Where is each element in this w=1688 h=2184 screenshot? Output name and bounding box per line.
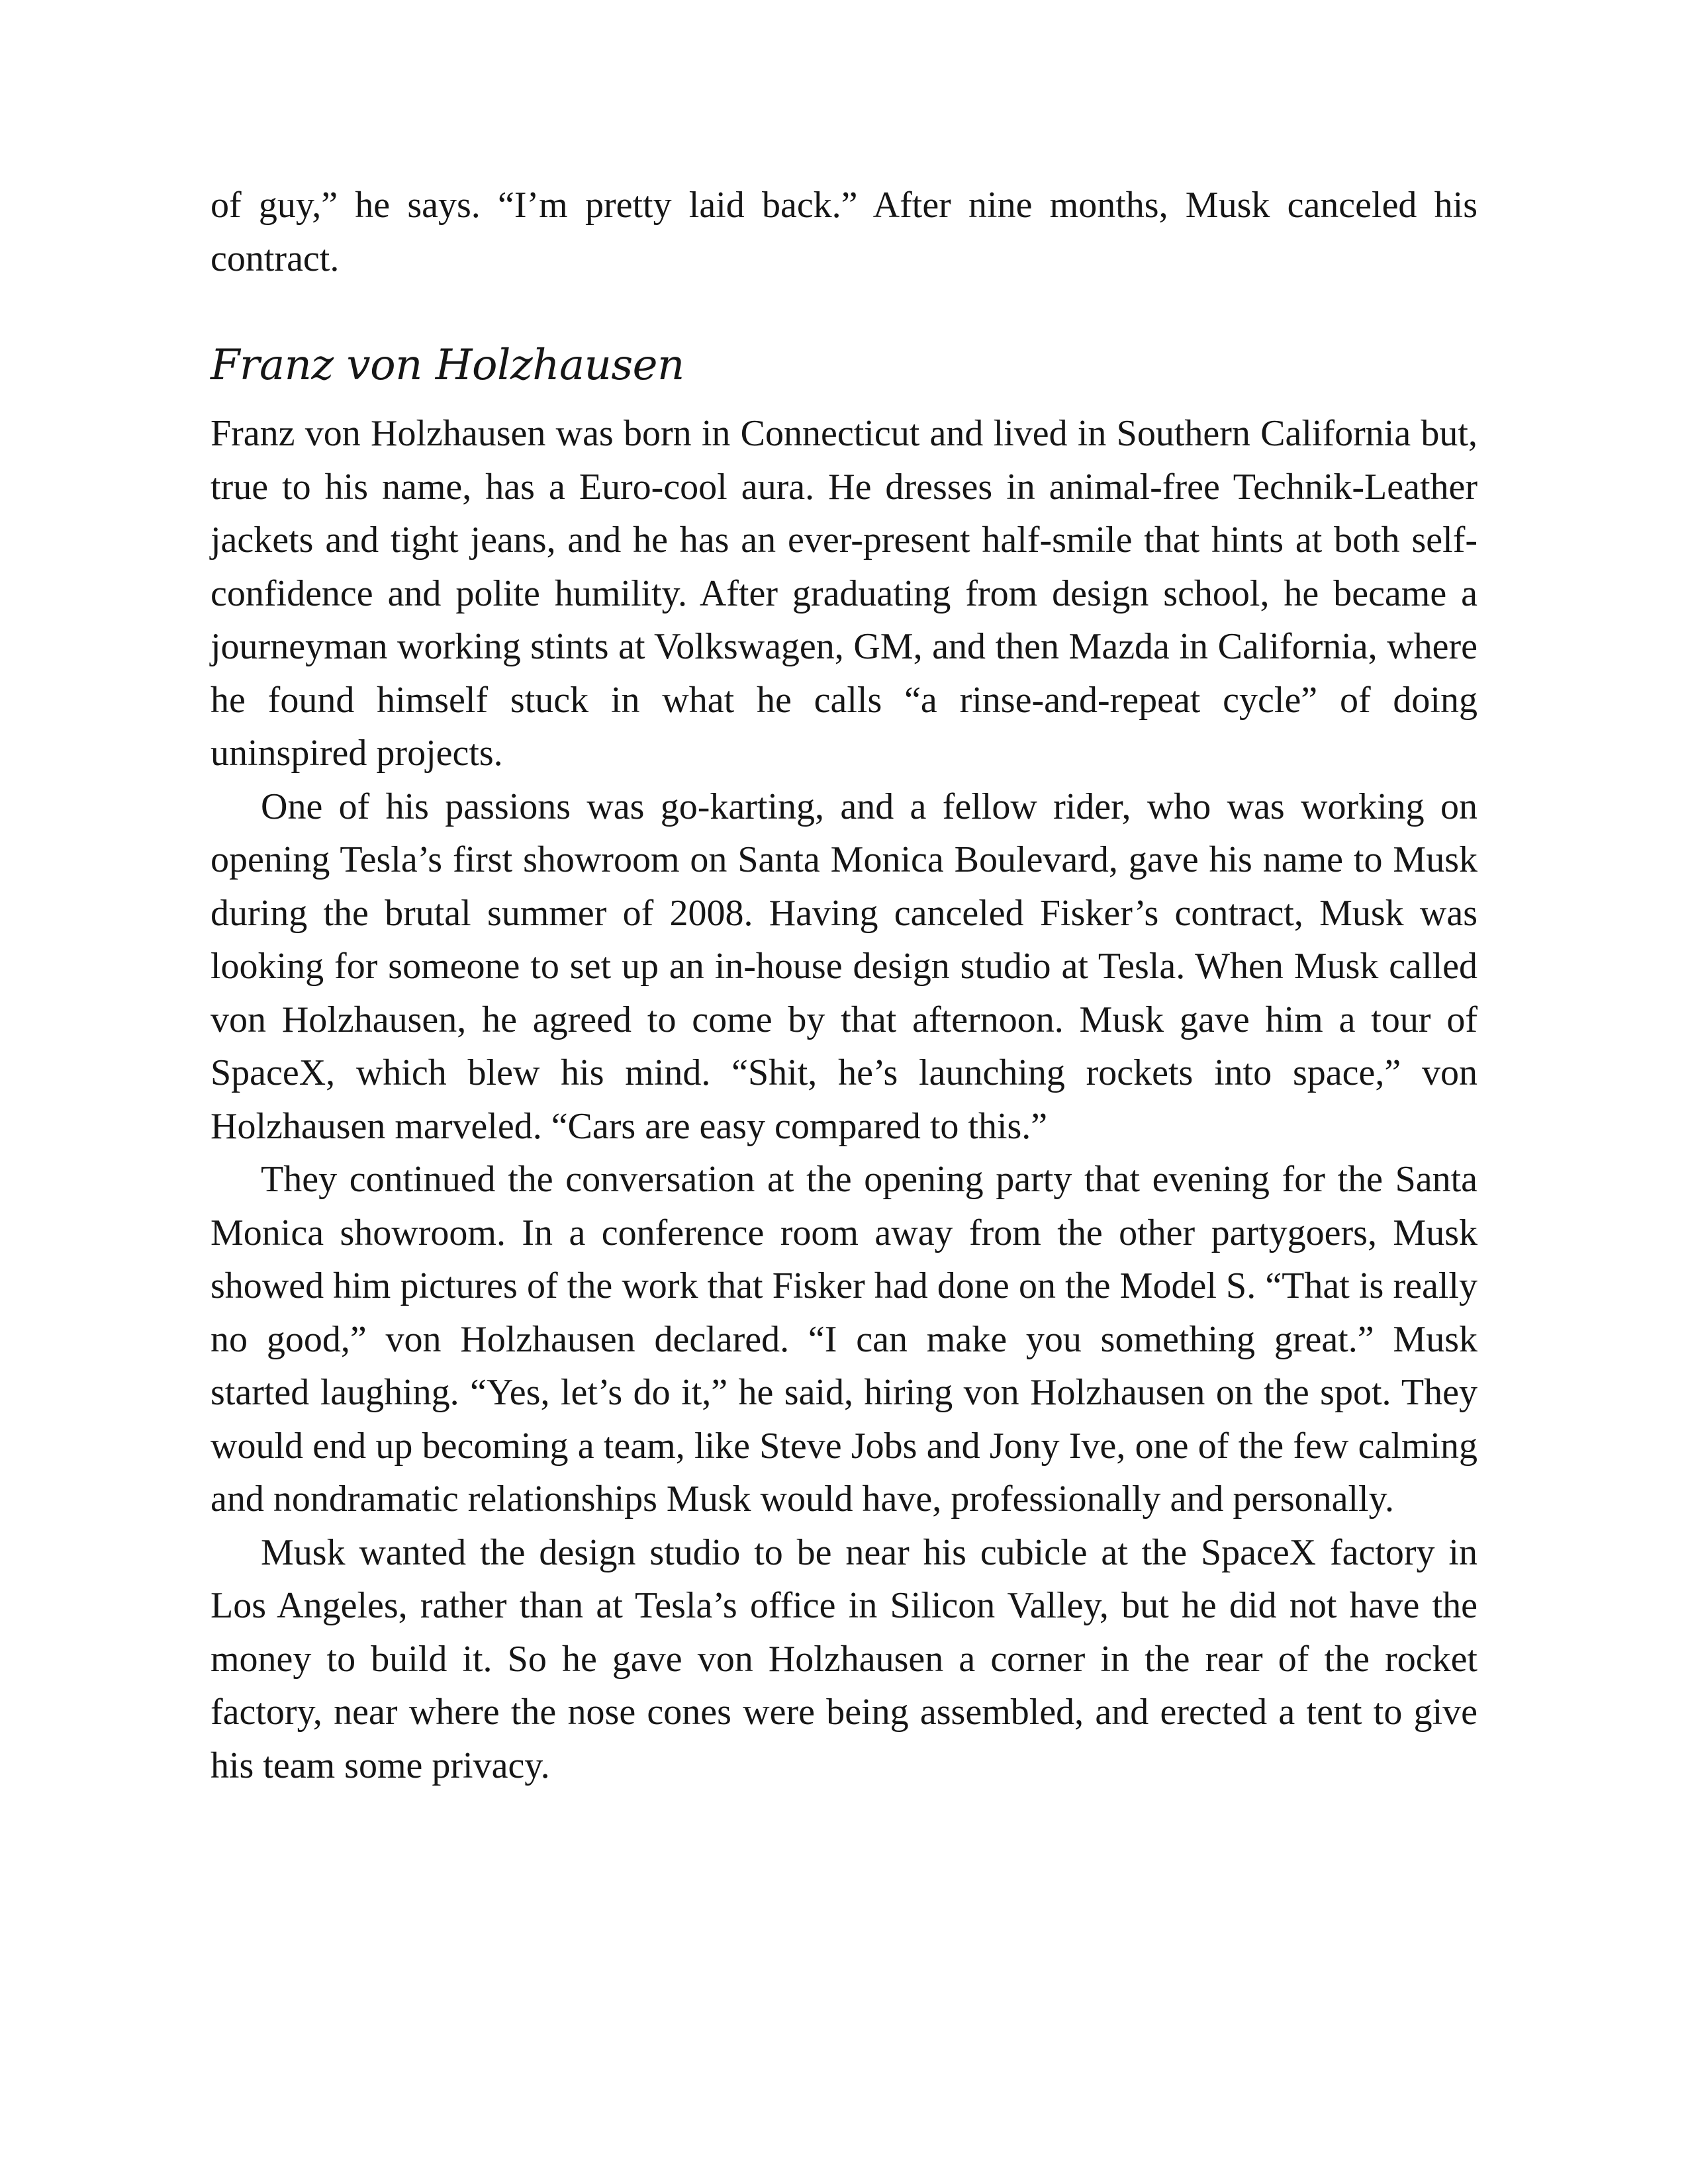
book-page [211,179,1477,1792]
opening-paragraph: of guy,” he says. “I’m pretty laid back.” After nine months, Musk canceled his contract. [211,185,1477,279]
section-spacer [211,285,1477,336]
section-heading: Franz von Holzhausen [211,341,684,390]
body-paragraph: Franz von Holzhausen was born in Connecticut and lived in Southern California but, true to his name, has a Euro-cool aura. He dresses in animal-free Technik-Leather jackets and tight jeans, and he has an ever-present half-smile that hints at both self-confidence and polite humility. After graduating from design school, he became a journeyman working stints at Volkswagen, GM, and then Mazda in California, where he found himself stuck in what he calls “a rinse-and-repeat cycle” of doing uninspired projects. [211,413,1477,774]
body-paragraph: They continued the conversation at the opening party that evening for the Santa Monica showroom. In a conference room away from the other partygoers, Musk showed him pictures of the work that Fisker had done on the Model S. “That is really no good,” von Holzhausen declared. “I can make you something great.” Musk started laughing. “Yes, let’s do it,” he said, hiring von Holzhausen on the spot. They would end up becoming a team, like Steve Jobs and Jony Ive, one of the few calming and nondramatic relationships Musk would have, professionally and personally. [211,1159,1477,1520]
body-paragraph: Musk wanted the design studio to be near his cubicle at the SpaceX factory in Los Angeles, rather than at Tesla’s office in Silicon Valley, but he did not have the money to build it. So he gave von Holzhausen a corner in the rear of the rocket factory, near where the nose cones were being assembled, and erected a tent to give his team some privacy. [211,1531,1477,1786]
heading-spacer [211,395,1477,407]
body-paragraph: One of his passions was go-karting, and a fellow rider, who was working on opening Tesla’s first showroom on Santa Monica Boulevard, gave his name to Musk during the brutal summer of 2008. Having canceled Fisker’s contract, Musk was looking for someone to set up an in-house design studio at Tesla. When Musk called von Holzhausen, he agreed to come by that afternoon. Musk gave him a tour of SpaceX, which blew his mind. “Shit, he’s launching rockets into space,” von Holzhausen marveled. “Cars are easy compared to this.” [211,786,1477,1147]
